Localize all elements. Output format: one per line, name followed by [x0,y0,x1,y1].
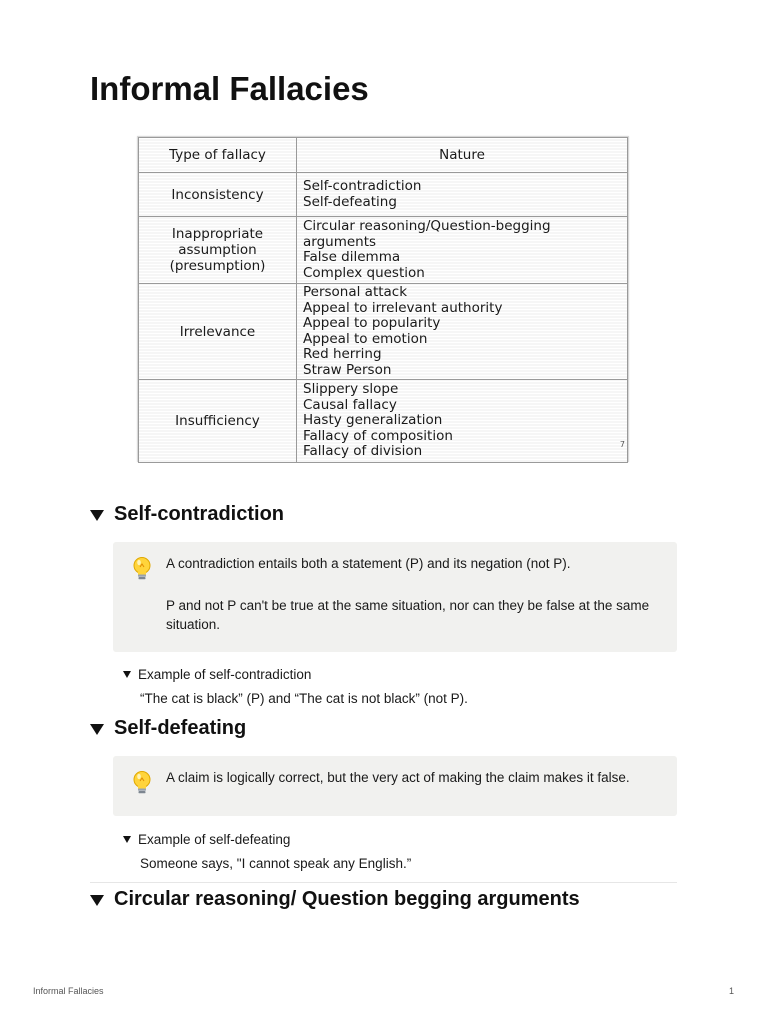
nature-item: Circular reasoning/Question-begging [303,218,551,234]
toggle-example-self-defeating[interactable] [123,832,290,847]
heading-text: Circular reasoning/ Question begging arguments [114,888,580,910]
toggle-heading-self-contradiction[interactable] [90,503,284,526]
type-cell [139,217,297,284]
callout-self-contradiction [113,542,677,652]
nature-item: Slippery slope [303,381,399,398]
nature-item: Appeal to emotion [303,330,428,347]
type-cell [139,173,297,217]
nature-item: Fallacy of composition [303,427,453,444]
toggle-triangle-icon[interactable] [90,895,104,906]
callout-text: A claim is logically correct, but the very act of making the claim makes it false. [166,770,630,785]
nature-item: Hasty generalization [303,412,443,429]
nature-item: Self-contradiction [303,178,422,194]
nature-cell [297,380,628,463]
nature-item: arguments [303,233,377,250]
header-type: Type of fallacy [139,138,297,173]
fallacy-table-figure [137,136,629,462]
type-cell [139,284,297,380]
type-line: (presumption) [169,258,266,274]
toggle-triangle-icon[interactable] [123,836,131,843]
toggle-heading-self-defeating[interactable] [90,717,246,740]
nature-item: Appeal to popularity [303,315,441,331]
header-nature: Nature [297,138,628,173]
nature-item: Self-defeating [303,193,397,210]
divider [90,882,677,883]
nature-item: Causal fallacy [303,396,397,413]
callout-text: P and not P can't be true at the same situation, nor can they be false at the same situation. [166,598,650,632]
type-line: assumption [178,242,257,258]
nature-cell [297,173,628,217]
type-cell [139,380,297,463]
callout-text: A contradiction entails both a statement (P) and its negation (not P). [166,556,571,571]
toggle-heading-circular-reasoning[interactable] [90,888,580,911]
nature-item: Fallacy of division [303,443,423,460]
nature-item: Red herring [303,346,382,362]
nature-cell [297,284,628,380]
callout-self-defeating [113,756,677,816]
page-title: Informal Fallacies [90,70,369,107]
heading-text: Self-defeating [114,717,247,739]
toggle-label: Example of self-contradiction [138,667,312,682]
toggle-label: Example of self-defeating [138,832,291,847]
toggle-example-self-contradiction[interactable] [123,667,311,682]
slide-number: 7 [619,440,625,449]
nature-item: Straw Person [303,361,392,378]
footer-page-number: 1 [728,986,734,996]
lightbulb-icon [131,770,153,796]
type-line: Inappropriate [171,226,264,242]
table-row [139,173,628,217]
footer-title: Informal Fallacies [33,986,104,996]
nature-item: Appeal to irrelevant authority [303,299,503,316]
type-line: Irrelevance [179,323,256,340]
table-header-row [139,138,628,173]
heading-text: Self-contradiction [114,503,285,525]
nature-item: False dilemma [303,249,401,265]
nature-item: Complex question [303,264,425,281]
type-line: Insufficiency [175,413,260,429]
example-text: “The cat is black” (P) and “The cat is not black” (not P). [140,691,468,706]
example-text: Someone says, "I cannot speak any English.” [140,856,412,871]
toggle-triangle-icon[interactable] [90,724,104,735]
fallacy-table [138,137,628,463]
table-row [139,217,628,284]
toggle-triangle-icon[interactable] [90,510,104,521]
table-row [139,380,628,463]
table-row [139,284,628,380]
lightbulb-icon [131,556,153,582]
type-line: Inconsistency [171,186,264,203]
toggle-triangle-icon[interactable] [123,671,131,678]
nature-item: Personal attack [303,284,408,300]
nature-cell [297,217,628,284]
